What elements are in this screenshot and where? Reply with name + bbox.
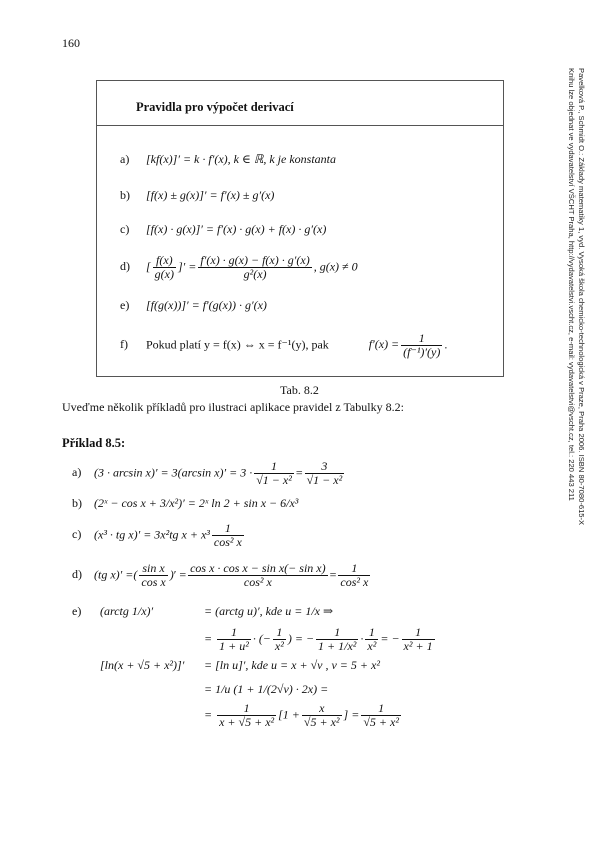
example-d: d) (tg x)′ =( $\frac{\text{sin x}}{\text{cos x}}$ )′ = $\frac{\text{cos x · cos x − sin x(− sin x)}}{\text{cos² x}}$ = $\frac{1}{\text{cos² x}}$ [72, 561, 369, 589]
intro-paragraph: Uveďme několik příkladů pro ilustraci aplikace pravidel z Tabulky 8.2: [62, 400, 404, 414]
rule-formula: [f(x) ± g(x)]′ = f′(x) ± g′(x) [146, 188, 275, 202]
page-number: 160 [62, 36, 80, 50]
rule-d-lhs-fraction: $\frac{f(x)}{g(x)}$ [154, 253, 174, 281]
example-b: b) (2ˣ − cos x + 3/x²)′ = 2ˣ ln 2 + sin x − 6/x³ [72, 496, 299, 510]
rule-b [120, 188, 274, 203]
example-title: Příklad 8.5: [62, 436, 126, 450]
example-a: a) (3 · arcsin x)′ = 3(arcsin x)′ = 3 · $\frac{1}{\text{√1 − x²}}$ = $\frac{3}{\text{√1 − x²}}$ [72, 459, 343, 487]
rule-a [120, 152, 336, 167]
rule-c [120, 222, 326, 237]
rule-label: c) [120, 222, 130, 236]
rule-formula: Pokud platí y = f(x) ⇔ x = f⁻¹(y), pak [146, 337, 329, 352]
rule-e [120, 298, 267, 313]
side-note-line-2: Knihu lze objednat ve vydavatelství VŠCHT Praha, http://vydavatelstvi.vscht.cz, e-mail: vydavatelstvi@vscht.cz, tel.: 220 443 211 [567, 68, 576, 501]
side-note [566, 68, 586, 525]
rule-label: d) [120, 259, 130, 274]
rule-formula: [kf(x)]′ = k · f′(x), k ∈ ℝ, k je konstanta [146, 152, 337, 166]
rule-formula: [f(g(x))]′ = f′(g(x)) · g′(x) [146, 298, 267, 312]
rule-label: f) [120, 337, 128, 352]
rule-label: b) [120, 188, 130, 202]
side-note-line-1: Pavelková P., Schmidt O.: Základy matematiky 1, vyd. Vysoká škola chemicko-technologická v Praze, Praha 2006. ISBN 80-7080-615-X [577, 68, 586, 526]
rule-formula: [f(x) · g(x)]′ = f′(x) · g(x) + f(x) · g′(x) [146, 222, 327, 236]
rule-label: a) [120, 152, 130, 166]
rule-f: f) Pokud platí y = f(x) ⇔ x = f⁻¹(y), pak f′(x) = $\frac{1}{\text{(f⁻¹)′(y)}}$ . [120, 331, 448, 359]
example-c: c) (x³ · tg x)′ = 3x²tg x + x³ $\frac{1}{\text{cos² x}}$ [72, 521, 242, 549]
rules-table-title: Pravidla pro výpočet derivací [136, 100, 294, 114]
rule-d: d) [ $\frac{f(x)}{g(x)}$ ]′ = $\frac{f'(x) \cdot g(x) - f(x) \cdot g'(x)}{\text{g²(x)}}$ , g(x) ≠ 0 [120, 253, 358, 281]
table-caption: Tab. 8.2 [280, 383, 319, 397]
rules-table-divider [97, 125, 503, 126]
rule-label: e) [120, 298, 130, 312]
rule-d-rhs-fraction: $\frac{f'(x) \cdot g(x) - f(x) \cdot g'(x)}{\text{g²(x)}}$ [200, 253, 310, 281]
rule-f-fraction: $\frac{1}{\text{(f⁻¹)′(y)}}$ [403, 331, 441, 359]
